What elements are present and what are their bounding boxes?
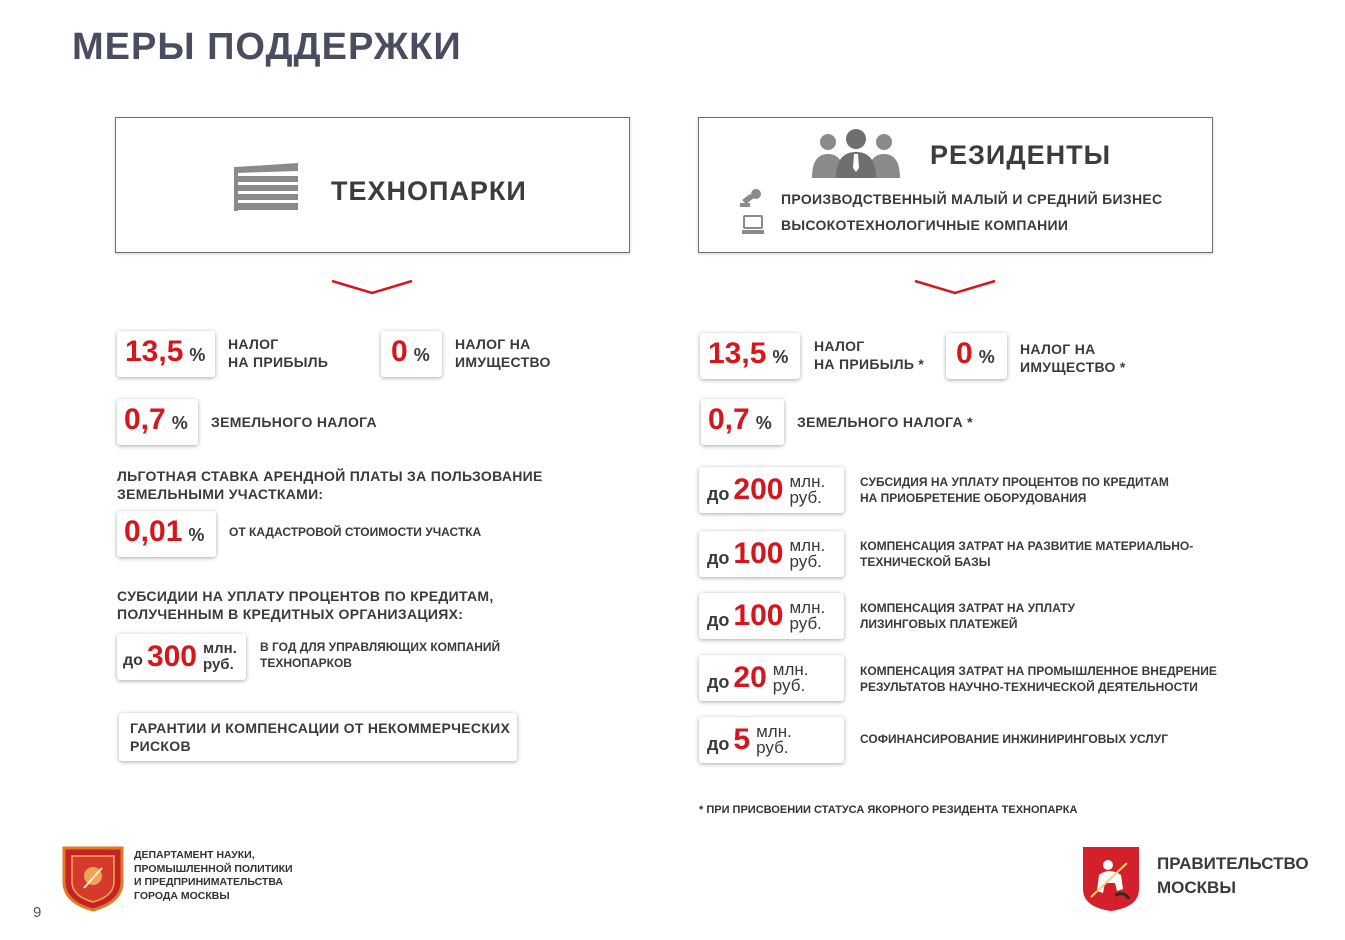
measure-prefix: до [707, 484, 730, 504]
measure-value: 100 [733, 537, 784, 570]
residents-panel [698, 117, 1213, 253]
industry-icon [740, 188, 764, 208]
unit-line1: млн. [756, 722, 792, 741]
department-line1: ДЕПАРТАМЕНТ НАУКИ, [134, 849, 255, 861]
building-icon [234, 163, 302, 211]
profit-tax-label [228, 335, 328, 371]
unit-line1: млн. [789, 472, 826, 491]
residents-title: РЕЗИДЕНТЫ [930, 140, 1112, 170]
measure-box-1 [699, 467, 844, 513]
subsidy-label-line2: ТЕХНОПАРКОВ [260, 656, 352, 670]
land-tax-label: ЗЕМЕЛЬНОГО НАЛОГА [211, 414, 377, 430]
resident-property-tax-label-line2: ИМУЩЕСТВО * [1020, 359, 1126, 375]
subsidy-label-line1: В ГОД ДЛЯ УПРАВЛЯЮЩИХ КОМПАНИЙ [260, 640, 501, 654]
measure-label-line1: КОМПЕНСАЦИЯ ЗАТРАТ НА УПЛАТУ [860, 601, 1075, 615]
resident-property-tax-value: 0 [956, 337, 973, 370]
measure-label-2 [860, 538, 1193, 570]
subsidy-heading [117, 587, 494, 623]
unit-line2: руб. [789, 488, 822, 507]
rent-box [117, 511, 216, 557]
guarantees-box [119, 713, 517, 761]
page-title: МЕРЫ ПОДДЕРЖКИ [72, 26, 462, 68]
technoparks-panel [115, 117, 630, 253]
government-name [1157, 852, 1309, 900]
technoparks-title: ТЕХНОПАРКИ [331, 176, 527, 206]
measure-unit [789, 600, 825, 632]
measure-prefix: до [707, 734, 730, 754]
computer-icon [742, 215, 764, 235]
resident-land-tax-value: 0,7 [708, 403, 750, 436]
percent-sign: % [189, 345, 206, 365]
resident-profit-tax-label-line2: НА ПРИБЫЛЬ * [814, 356, 925, 372]
government-line2: МОСКВЫ [1157, 878, 1236, 897]
measure-label-4 [860, 663, 1217, 695]
rent-heading [117, 467, 543, 503]
resident-profit-tax-value: 13,5 [708, 337, 767, 370]
unit-line2: руб. [203, 656, 234, 673]
measure-prefix: до [707, 548, 730, 568]
unit-line2: руб. [756, 738, 789, 757]
resident-property-tax-label-line1: НАЛОГ НА [1020, 341, 1096, 357]
land-tax-box [117, 399, 198, 445]
measure-label-line1: КОМПЕНСАЦИЯ ЗАТРАТ НА РАЗВИТИЕ МАТЕРИАЛЬНО- [860, 539, 1194, 553]
government-line1: ПРАВИТЕЛЬСТВО [1157, 854, 1309, 873]
measure-box-2 [699, 531, 844, 577]
property-tax-value: 0 [391, 335, 408, 368]
measure-label-1 [860, 474, 1169, 506]
unit-line1: млн. [789, 598, 826, 617]
measure-box-3 [699, 593, 844, 639]
profit-tax-box [117, 331, 215, 377]
unit-line2: руб. [772, 676, 806, 695]
property-tax-label-line1: НАЛОГ НА [455, 336, 531, 352]
measure-label-line1: КОМПЕНСАЦИЯ ЗАТРАТ НА ПРОМЫШЛЕННОЕ ВНЕДРЕНИЕ [860, 664, 1217, 678]
department-line2: ПРОМЫШЛЕННОЙ ПОЛИТИКИ [134, 862, 293, 875]
percent-sign: % [772, 347, 789, 367]
subsidy-prefix: до [123, 652, 143, 669]
measure-value: 20 [733, 661, 767, 694]
property-tax-box [381, 331, 442, 377]
unit-line1: млн. [203, 640, 237, 657]
department-logo-icon [60, 844, 126, 912]
resident-profit-tax-label [814, 337, 924, 373]
footnote: * ПРИ ПРИСВОЕНИИ СТАТУСА ЯКОРНОГО РЕЗИДЕНТА ТЕХНОПАРКА [699, 804, 1078, 816]
chevron-down-icon [913, 279, 997, 295]
department-line3: И ПРЕДПРИНИМАТЕЛЬСТВА [134, 876, 283, 888]
subsidy-heading-line1: СУБСИДИИ НА УПЛАТУ ПРОЦЕНТОВ ПО КРЕДИТАМ, [117, 588, 494, 604]
profit-tax-value: 13,5 [125, 335, 184, 368]
measure-unit [789, 474, 825, 506]
resident-profit-tax-box [700, 333, 800, 379]
department-line4: ГОРОДА МОСКВЫ [134, 889, 230, 902]
percent-sign: % [171, 413, 188, 433]
measure-box-5 [699, 717, 844, 763]
percent-sign: % [413, 345, 430, 365]
rent-label: ОТ КАДАСТРОВОЙ СТОИМОСТИ УЧАСТКА [229, 525, 482, 539]
percent-sign: % [978, 347, 995, 367]
measure-prefix: до [707, 610, 730, 630]
moscow-coat-of-arms-icon [1081, 845, 1141, 913]
profit-tax-label-line1: НАЛОГ [228, 336, 279, 352]
resident-property-tax-label [1020, 340, 1126, 376]
subsidy-label [260, 639, 500, 671]
profit-tax-label-line2: НА ПРИБЫЛЬ [228, 354, 329, 370]
measure-value: 100 [733, 599, 784, 632]
measure-unit [789, 538, 825, 570]
property-tax-label-line2: ИМУЩЕСТВО [455, 354, 551, 370]
department-name [134, 849, 293, 903]
measure-value: 200 [733, 473, 784, 506]
page-number: 9 [33, 904, 42, 921]
measure-unit [773, 662, 809, 694]
guarantees-line2: РИСКОВ [130, 738, 191, 754]
resident-land-tax-box [701, 399, 784, 445]
measure-label-line1: СУБСИДИЯ НА УПЛАТУ ПРОЦЕНТОВ ПО КРЕДИТАМ [860, 475, 1169, 489]
measure-label-line2: НА ПРИОБРЕТЕНИЕ ОБОРУДОВАНИЯ [860, 491, 1087, 505]
subsidy-value: 300 [146, 640, 197, 673]
resident-type-1: ПРОИЗВОДСТВЕННЫЙ МАЛЫЙ И СРЕДНИЙ БИЗНЕС [781, 191, 1163, 207]
subsidy-heading-line2: ПОЛУЧЕННЫМ В КРЕДИТНЫХ ОРГАНИЗАЦИЯХ: [117, 606, 464, 622]
subsidy-unit [203, 641, 237, 673]
guarantees-line1: ГАРАНТИИ И КОМПЕНСАЦИИ ОТ НЕКОММЕРЧЕСКИХ [130, 720, 511, 736]
measure-label-line2: ЛИЗИНГОВЫХ ПЛАТЕЖЕЙ [860, 617, 1018, 631]
resident-type-2: ВЫСОКОТЕХНОЛОГИЧНЫЕ КОМПАНИИ [781, 217, 1069, 233]
resident-land-tax-label: ЗЕМЕЛЬНОГО НАЛОГА * [797, 414, 973, 430]
rent-heading-line1: ЛЬГОТНАЯ СТАВКА АРЕНДНОЙ ПЛАТЫ ЗА ПОЛЬЗОВАНИЕ [117, 468, 543, 484]
percent-sign: % [188, 525, 205, 545]
unit-line2: руб. [789, 552, 822, 571]
measure-label-3 [860, 600, 1075, 632]
rent-value: 0,01 [124, 515, 183, 548]
unit-line2: руб. [789, 614, 822, 633]
measure-prefix: до [707, 672, 730, 692]
unit-line1: млн. [772, 660, 809, 679]
measure-label-line2: РЕЗУЛЬТАТОВ НАУЧНО-ТЕХНИЧЕСКОЙ ДЕЯТЕЛЬНОСТИ [860, 680, 1198, 694]
measure-box-4 [699, 655, 844, 701]
resident-property-tax-box [946, 333, 1007, 379]
percent-sign: % [755, 413, 772, 433]
resident-profit-tax-label-line1: НАЛОГ [814, 338, 865, 354]
chevron-down-icon [330, 279, 414, 295]
measure-label-5: СОФИНАНСИРОВАНИЕ ИНЖИНИРИНГОВЫХ УСЛУГ [860, 732, 1168, 746]
people-icon [806, 128, 906, 178]
subsidy-box [117, 634, 246, 680]
rent-heading-line2: ЗЕМЕЛЬНЫМИ УЧАСТКАМИ: [117, 486, 324, 502]
measure-value: 5 [733, 723, 751, 756]
unit-line1: млн. [789, 536, 826, 555]
property-tax-label [455, 335, 551, 371]
land-tax-value: 0,7 [124, 403, 166, 436]
measure-label-line2: ТЕХНИЧЕСКОЙ БАЗЫ [860, 555, 991, 569]
measure-unit [756, 724, 792, 756]
